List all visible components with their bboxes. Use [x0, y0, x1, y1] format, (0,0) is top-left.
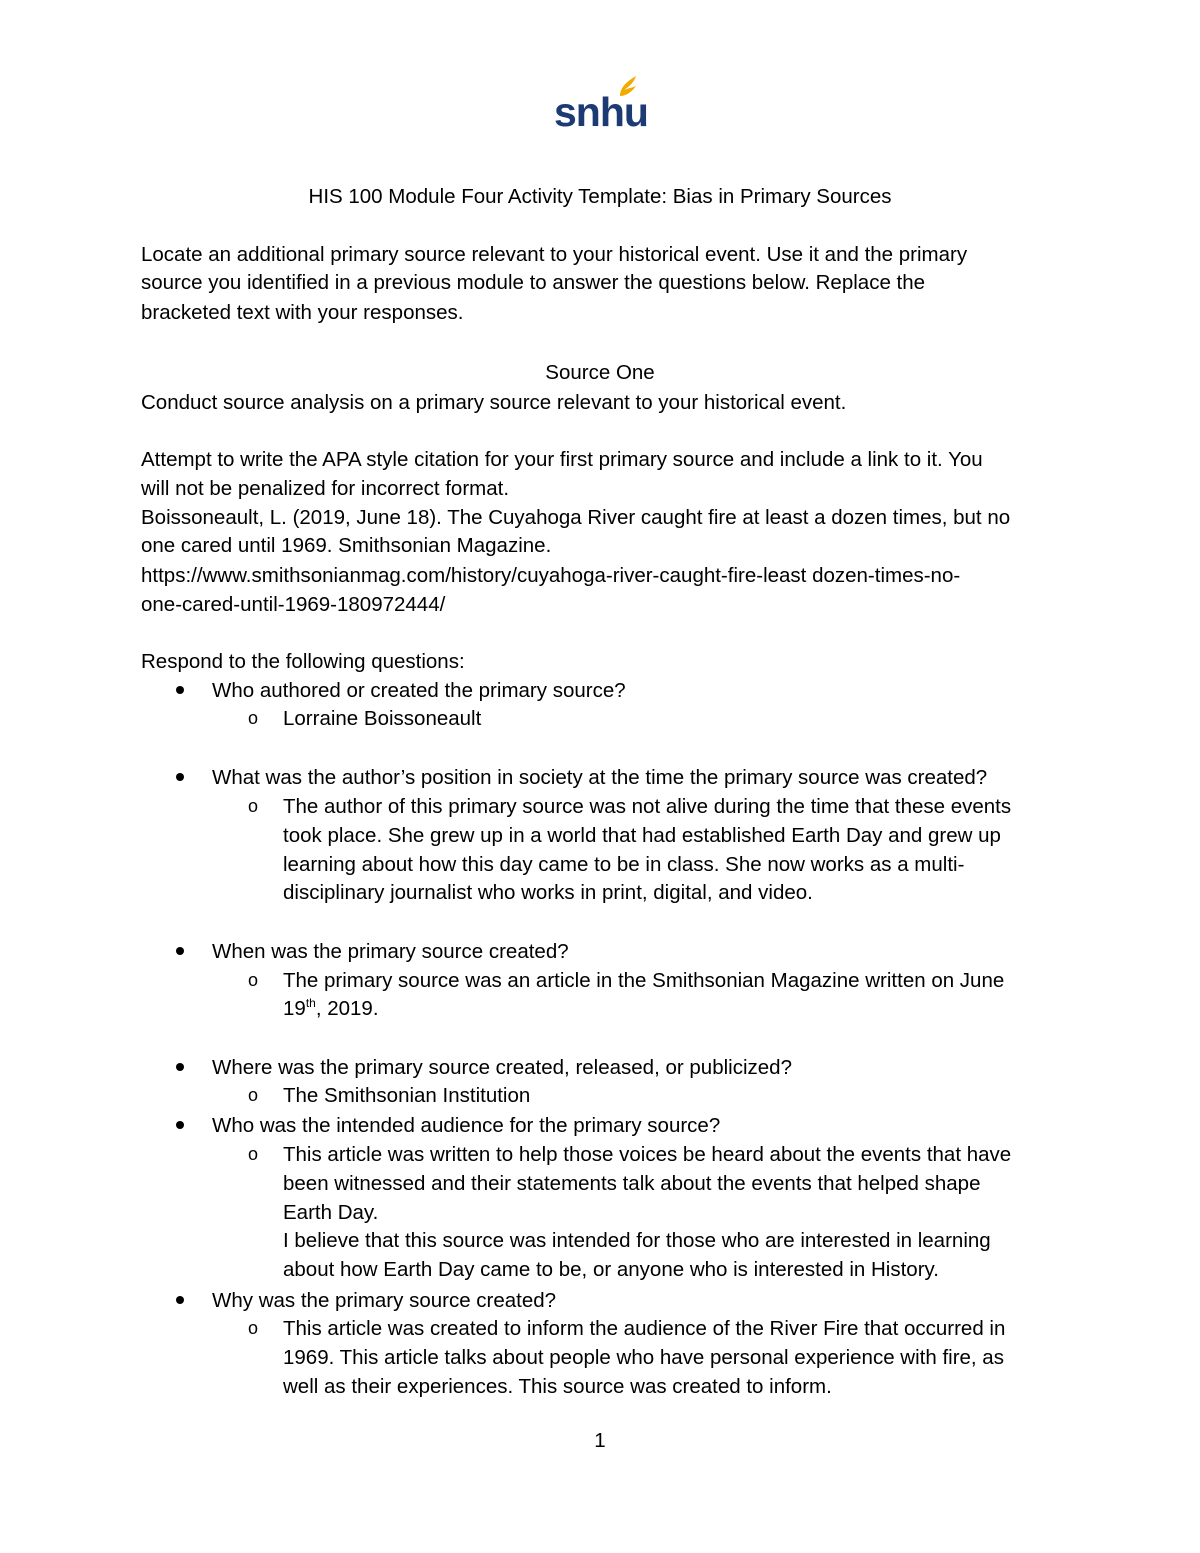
citation-link-line-1[interactable]: https://www.smithsonianmag.com/history/cuyahoga-river-caught-fire-least dozen-times-no-	[141, 564, 961, 587]
section-heading: Source One	[545, 361, 655, 384]
page-number: 1	[594, 1429, 606, 1452]
answer-5-line-4: I believe that this source was intended for those who are interested in learning	[283, 1229, 991, 1252]
question-1: Who authored or created the primary source?	[212, 679, 626, 702]
sub-bullet-icon: o	[248, 708, 259, 728]
logo-text: snhu	[554, 89, 648, 135]
question-3: When was the primary source created?	[212, 940, 569, 963]
answer-6-line-1: This article was created to inform the audience of the River Fire that occurred in	[283, 1317, 1006, 1340]
citation-line-2: one cared until 1969. Smithsonian Magazine.	[141, 534, 552, 557]
answer-3-line-2	[283, 994, 379, 1023]
bullet-icon	[176, 1296, 184, 1304]
question-4: Where was the primary source created, released, or publicized?	[212, 1056, 792, 1079]
answer-2-line-1: The author of this primary source was not alive during the time that these events	[283, 795, 1012, 818]
question-2: What was the author’s position in society at the time the primary source was created?	[212, 766, 988, 789]
intro-line-1: Locate an additional primary source relevant to your historical event. Use it and the primary	[141, 243, 968, 266]
bullet-icon	[176, 1063, 184, 1071]
answer-5-line-3: Earth Day.	[283, 1201, 379, 1224]
sub-bullet-icon: o	[248, 970, 259, 990]
question-5: Who was the intended audience for the primary source?	[212, 1114, 721, 1137]
answer-3-line-1: The primary source was an article in the Smithsonian Magazine written on June	[283, 969, 1005, 992]
answer-3-date: 19	[283, 997, 306, 1020]
question-6: Why was the primary source created?	[212, 1289, 557, 1312]
sub-bullet-icon: o	[248, 1085, 259, 1105]
answer-1-line-1: Lorraine Boissoneault	[283, 707, 482, 730]
citation-prompt-line-1: Attempt to write the APA style citation for your first primary source and include a link to it. You	[141, 448, 983, 471]
citation-line-1: Boissoneault, L. (2019, June 18). The Cuyahoga River caught fire at least a dozen times, but no	[141, 506, 1011, 529]
answer-5-line-5: about how Earth Day came to be, or anyone who is interested in History.	[283, 1258, 939, 1281]
answer-6-line-3: well as their experiences. This source was created to inform.	[283, 1375, 832, 1398]
answer-3-year: , 2019.	[315, 997, 379, 1020]
answer-5-line-2: been witnessed and their statements talk about the events that helped shape	[283, 1172, 981, 1195]
answer-3-date-suffix: th	[305, 996, 316, 1011]
respond-label: Respond to the following questions:	[141, 650, 465, 673]
bullet-icon	[176, 947, 184, 955]
sub-bullet-icon: o	[248, 1144, 259, 1164]
document-title: HIS 100 Module Four Activity Template: Bias in Primary Sources	[308, 185, 892, 208]
answer-4-line-1: The Smithsonian Institution	[283, 1084, 531, 1107]
answer-5-line-1: This article was written to help those voices be heard about the events that have	[283, 1143, 1012, 1166]
bullet-icon	[176, 686, 184, 694]
answer-2-line-4: disciplinary journalist who works in print, digital, and video.	[283, 881, 813, 904]
answer-2-line-3: learning about how this day came to be in class. She now works as a multi-	[283, 853, 965, 876]
intro-line-3: bracketed text with your responses.	[141, 301, 464, 324]
answer-6-line-2: 1969. This article talks about people who have personal experience with fire, as	[283, 1346, 1004, 1369]
snhu-logo	[554, 74, 648, 135]
section-instruction: Conduct source analysis on a primary source relevant to your historical event.	[141, 391, 847, 414]
citation-link-line-2[interactable]: one-cared-until-1969-180972444/	[141, 593, 446, 616]
bullet-icon	[176, 773, 184, 781]
sub-bullet-icon: o	[248, 1318, 259, 1338]
answer-2-line-2: took place. She grew up in a world that had established Earth Day and grew up	[283, 824, 1001, 847]
citation-prompt-line-2: will not be penalized for incorrect format.	[141, 477, 510, 500]
sub-bullet-icon: o	[248, 796, 259, 816]
bullet-icon	[176, 1121, 184, 1129]
intro-line-2: source you identified in a previous module to answer the questions below. Replace the	[141, 271, 926, 294]
